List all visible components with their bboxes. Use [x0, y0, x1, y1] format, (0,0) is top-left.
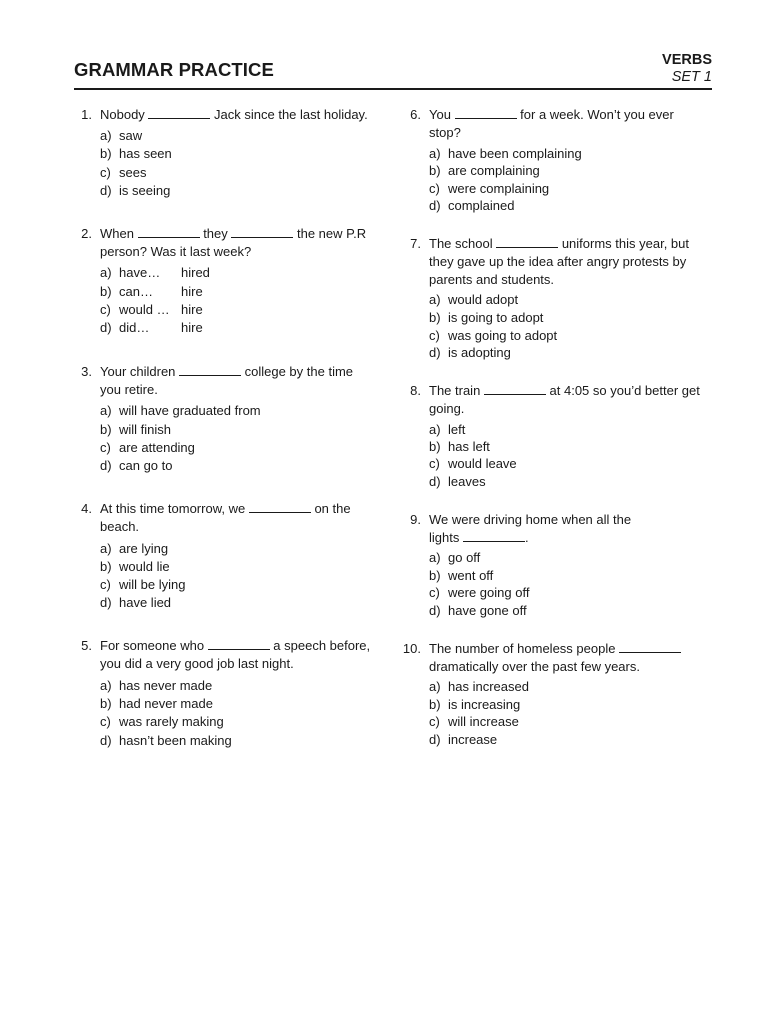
answer-blank — [148, 107, 210, 119]
option-a: a) would adopt — [429, 292, 519, 307]
question-number: 10. — [402, 641, 421, 656]
option-b: b) has left — [429, 439, 490, 454]
option-d: d) is adopting — [429, 345, 511, 360]
question-stem: At this time tomorrow, we on the — [100, 501, 351, 516]
option-d: d) increase — [429, 732, 498, 747]
option-d: d) have gone off — [429, 603, 527, 618]
question-number: 4. — [81, 501, 92, 516]
option-d: d) is seeing — [100, 183, 171, 198]
answer-blank — [249, 501, 311, 513]
answer-blank — [463, 530, 525, 542]
question-stem: Nobody Jack since the last holiday. — [100, 107, 368, 122]
question-stem: The number of homeless people — [429, 640, 681, 658]
answer-blank — [231, 226, 293, 238]
question-number: 6. — [410, 107, 421, 122]
option-d: d) can go to — [100, 458, 173, 473]
option-b: b) can… hire — [100, 284, 203, 299]
answer-blank — [619, 641, 681, 653]
question-stem-line2: you did a very good job last night. — [100, 656, 294, 671]
option-b: b) had never made — [100, 696, 213, 711]
option-c: c) was going to adopt — [429, 328, 558, 343]
question-stem: We were driving home when all the — [429, 512, 632, 527]
option-a: a) are lying — [100, 541, 169, 556]
topic-label: VERBS — [662, 52, 712, 68]
option-a: a) have… hired — [100, 265, 210, 280]
option-a: a) have been complaining — [429, 146, 582, 161]
option-a: a) will have graduated from — [100, 403, 261, 418]
option-b: b) went off — [429, 568, 494, 583]
option-d: d) did… hire — [100, 320, 203, 335]
option-c: c) are attending — [100, 440, 195, 455]
question-stem-line2: stop? — [429, 125, 461, 140]
page-header — [74, 52, 712, 88]
answer-blank — [208, 638, 270, 650]
answer-blank — [496, 236, 558, 248]
option-a: a) saw — [100, 128, 143, 143]
option-d: d) hasn’t been making — [100, 733, 232, 748]
answer-blank — [455, 107, 517, 119]
option-b: b) is going to adopt — [429, 310, 544, 325]
question-number: 9. — [410, 512, 421, 527]
option-c: c) were complaining — [429, 181, 550, 196]
question-stem-line2: you retire. — [100, 382, 158, 397]
question-stem-line2: going. — [429, 401, 465, 416]
option-c: c) would … hire — [100, 302, 203, 317]
question-stem: When they the new P.R — [100, 226, 367, 241]
page-title: GRAMMAR PRACTICE — [74, 59, 274, 80]
option-d: d) leaves — [429, 474, 486, 489]
option-d: d) have lied — [100, 595, 172, 610]
question-stem-line2: dramatically over the past few years. — [429, 659, 640, 674]
option-c: c) would leave — [429, 456, 517, 471]
question-stem-line2: lights . — [429, 530, 529, 545]
option-a: a) go off — [429, 550, 481, 565]
question-number: 8. — [410, 383, 421, 398]
set-label: SET 1 — [671, 69, 712, 85]
option-c: c) sees — [100, 165, 147, 180]
question-number: 7. — [410, 236, 421, 251]
question-number: 1. — [81, 107, 92, 122]
question-stem-line2: person? Was it last week? — [100, 244, 252, 259]
option-c: c) were going off — [429, 585, 530, 600]
question-stem: The train at 4:05 so you’d better get — [429, 383, 700, 398]
header-divider — [74, 88, 712, 90]
option-a: a) left — [429, 422, 466, 437]
answer-blank — [484, 383, 546, 395]
option-a: a) has increased — [429, 679, 529, 694]
option-b: b) would lie — [100, 559, 170, 574]
question-number: 2. — [81, 226, 92, 241]
option-b: b) will finish — [100, 422, 172, 437]
option-a: a) has never made — [100, 678, 213, 693]
option-c: c) will increase — [429, 714, 519, 729]
option-c: c) was rarely making — [100, 714, 224, 729]
question-stem: The school uniforms this year, but — [429, 236, 689, 251]
option-d: d) complained — [429, 198, 515, 213]
question-stem-line2: they gave up the idea after angry protests by — [429, 254, 687, 269]
question-stem: Your children college by the time — [100, 364, 354, 379]
question-number: 5. — [81, 638, 92, 653]
question-stem-line2: beach. — [100, 519, 140, 534]
option-b: b) are complaining — [429, 163, 540, 178]
option-c: c) will be lying — [100, 577, 186, 592]
question-stem: You for a week. Won’t you ever — [429, 107, 674, 122]
question-stem-line3: parents and students. — [429, 272, 555, 287]
answer-blank — [138, 226, 200, 238]
question-number: 3. — [81, 364, 92, 379]
option-b: b) has seen — [100, 146, 172, 161]
question-stem: For someone who a speech before, — [100, 638, 371, 653]
option-b: b) is increasing — [429, 697, 521, 712]
answer-blank — [179, 364, 241, 376]
